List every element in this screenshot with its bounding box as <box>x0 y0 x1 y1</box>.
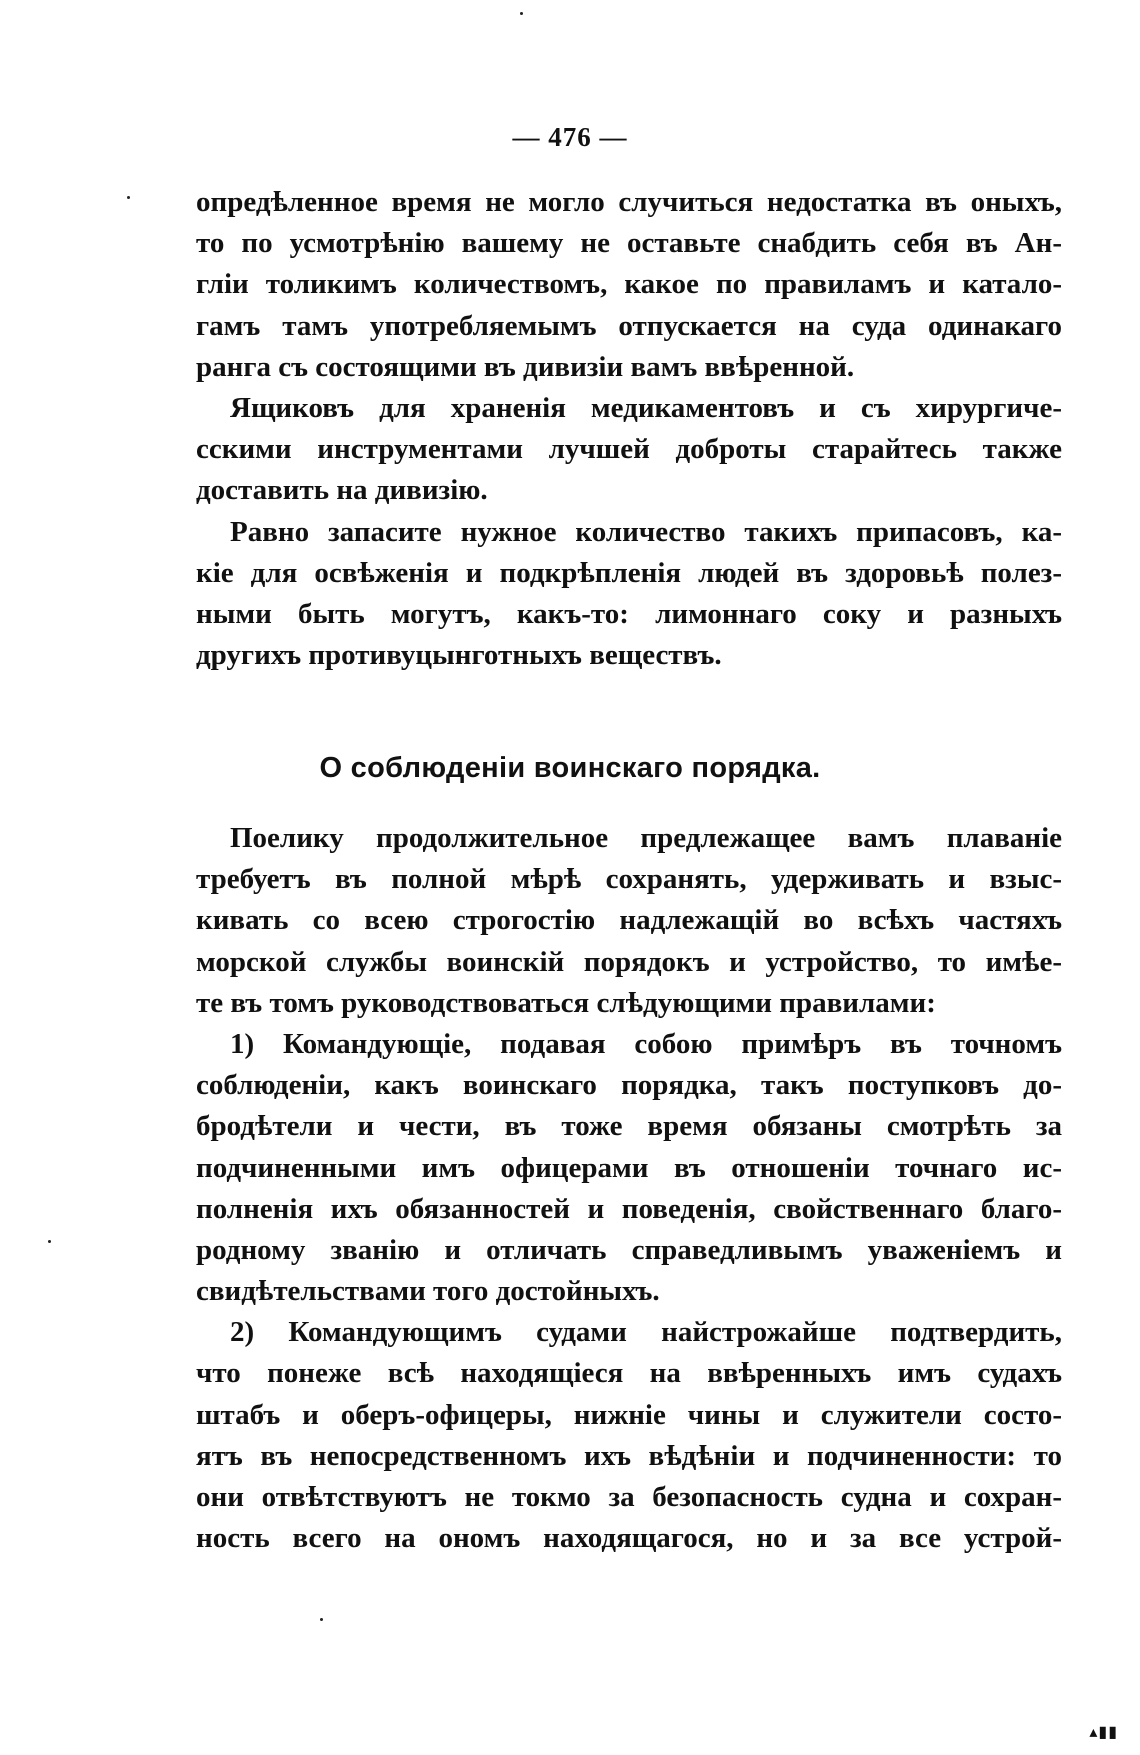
text-line: соблюденіи, какъ воинскаго порядка, такъ поступковъ до- <box>196 1069 1062 1102</box>
paragraph <box>196 818 1062 1024</box>
text-block-top <box>196 182 1062 676</box>
text-line: ранга съ состоящими въ дивизіи вамъ ввѣренной. <box>196 350 855 383</box>
text-line: родному званію и отличать справедливымъ уваженіемъ и <box>196 1233 1062 1266</box>
text-line: те въ томъ руководствоваться слѣдующими правилами: <box>196 986 936 1019</box>
text-line: они отвѣтствуютъ не токмо за безопасность судна и сохран- <box>196 1481 1062 1513</box>
text-line: ными быть могутъ, какъ-то: лимоннаго соку и разныхъ <box>196 597 1062 630</box>
text-line: требуетъ въ полной мѣрѣ сохранять, удерживать и взыс- <box>196 863 1062 896</box>
scan-corner-mark: ▴▮▮ <box>1089 1724 1118 1741</box>
section-heading: О соблюденіи воинскаго порядка. <box>319 752 821 784</box>
paragraph <box>196 1024 1062 1312</box>
text-line: подчиненными имъ офицерами въ отношеніи точнаго ис- <box>196 1151 1062 1184</box>
scan-speck <box>48 1240 51 1243</box>
paragraph <box>196 182 1062 388</box>
text-line: Поелику продолжительное предлежащее вамъ плаваніе <box>230 822 1062 854</box>
scan-speck <box>127 196 130 199</box>
scan-speck <box>520 12 523 15</box>
text-line: кіе для освѣженія и подкрѣпленія людей въ здоровьѣ полез- <box>196 556 1062 589</box>
text-line: гамъ тамъ употребляемымъ отпускается на суда одинакаго <box>196 309 1062 342</box>
text-line: гліи толикимъ количествомъ, какое по правиламъ и катало- <box>196 268 1062 301</box>
paragraph <box>196 1312 1062 1559</box>
text-line: опредѣленное время не могло случиться недостатка въ оныхъ, <box>196 186 1062 218</box>
text-line: полненія ихъ обязанностей и поведенія, свойственнаго благо- <box>196 1192 1062 1225</box>
text-line: свидѣтельствами того достойныхъ. <box>196 1275 660 1308</box>
text-line: другихъ противуцынготныхъ веществъ. <box>196 639 722 672</box>
paragraph <box>196 512 1062 677</box>
scan-speck <box>320 1618 323 1621</box>
text-block-bottom <box>196 818 1062 1559</box>
text-line: что понеже всѣ находящіеся на ввѣренныхъ имъ судахъ <box>196 1357 1062 1390</box>
text-line: ность всего на ономъ находящагося, но и за все устрой- <box>196 1522 1062 1555</box>
text-line: 1) Командующіе, подавая собою примѣръ въ точномъ <box>230 1027 1062 1060</box>
text-line: 2) Командующимъ судами найстрожайше подтвердить, <box>230 1316 1062 1349</box>
text-line: то по усмотрѣнію вашему не оставьте снабдить себя въ Ан- <box>196 227 1062 260</box>
text-line: Ящиковъ для храненія медикаментовъ и съ хирургиче- <box>230 391 1062 424</box>
text-line: Равно запасите нужное количество такихъ припасовъ, ка- <box>230 515 1062 548</box>
text-line: бродѣтели и чести, въ тоже время обязаны смотрѣть за <box>196 1110 1062 1143</box>
text-line: сскими инструментами лучшей доброты старайтесь также <box>196 433 1062 466</box>
text-line: штабъ и оберъ-офицеры, нижніе чины и служители состо- <box>196 1398 1062 1431</box>
text-line: доставить на дивизію. <box>196 474 488 507</box>
text-line: кивать со всею строгостію надлежащій во всѣхъ частяхъ <box>196 904 1062 937</box>
text-line: ятъ въ непосредственномъ ихъ вѣдѣніи и подчиненности: то <box>196 1439 1062 1472</box>
page-number: — 476 — <box>512 122 628 152</box>
text-line: морской службы воинскій порядокъ и устройство, то имѣе- <box>196 945 1062 978</box>
paragraph <box>196 388 1062 512</box>
